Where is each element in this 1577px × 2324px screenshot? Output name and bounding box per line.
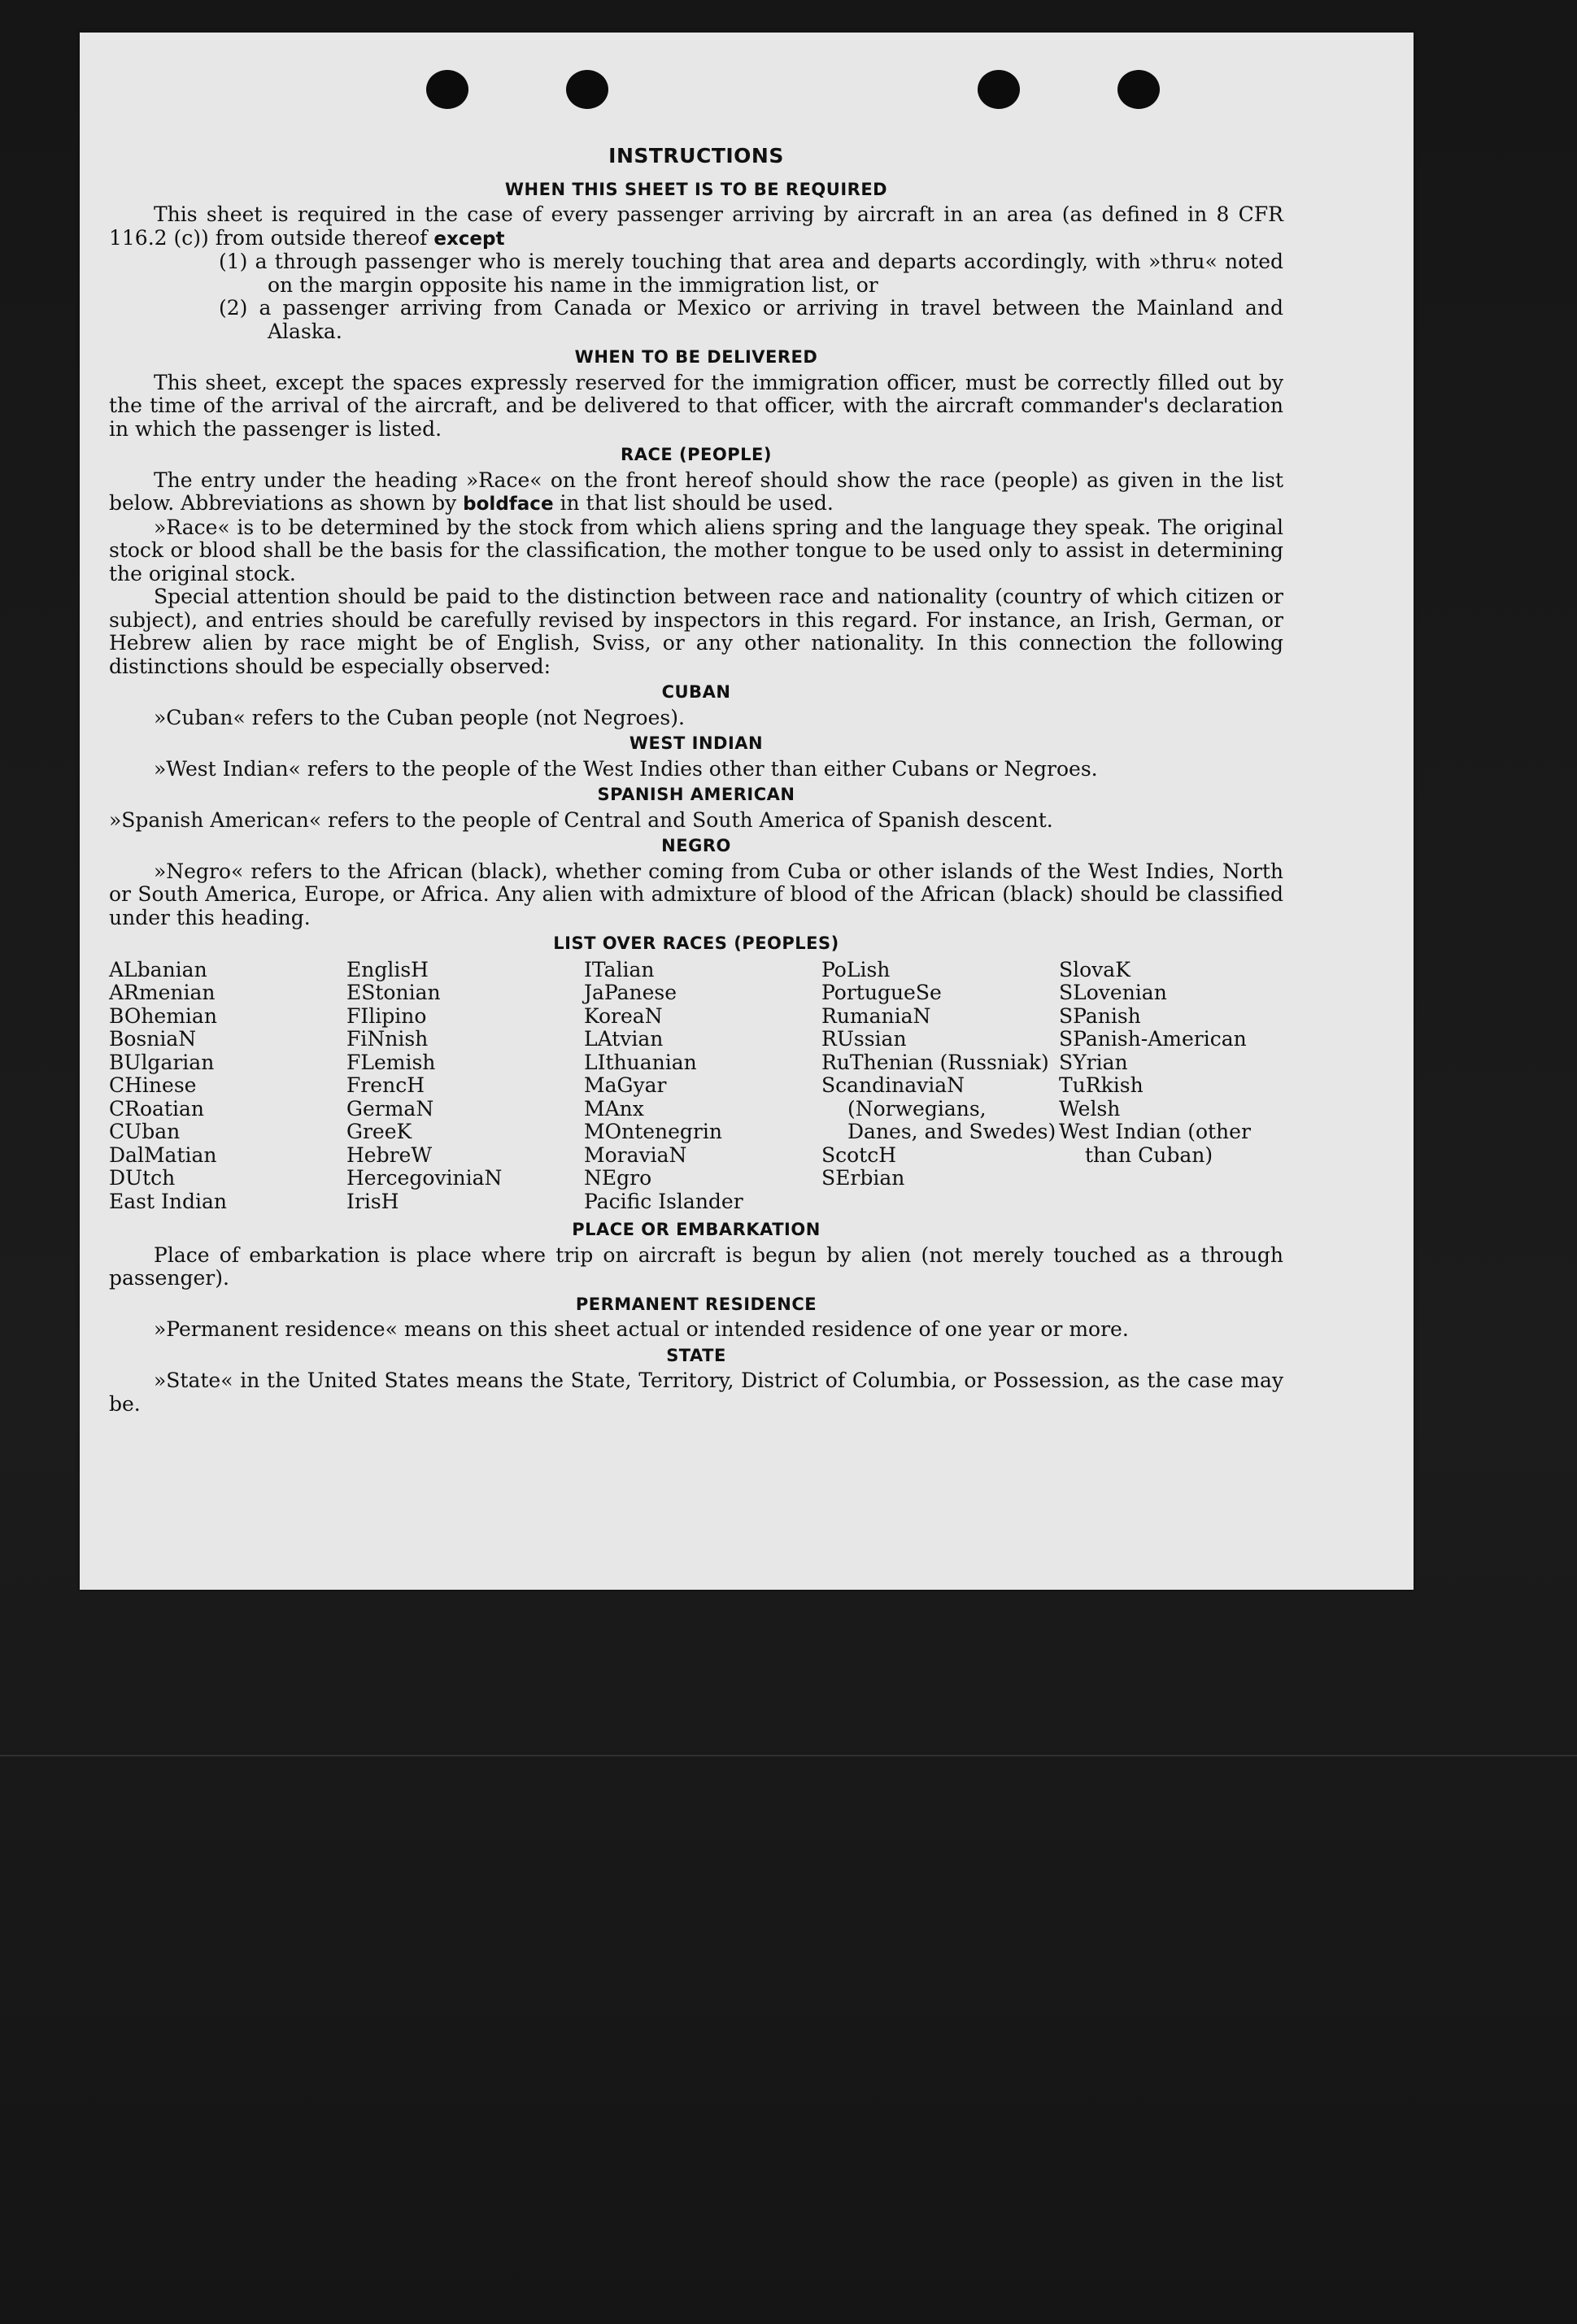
race-item: PortugueSe [821, 981, 942, 1004]
race-item: BUlgarian [109, 1050, 215, 1074]
race-item: TuRkish [1059, 1073, 1144, 1097]
race-item: SPanish-American [1059, 1027, 1247, 1051]
paragraph: This sheet, except the spaces expressly reserved for the immigration officer, must be correctly filled out by the time of the arrival of the aircraft, and be delivered to that officer, with the aircraft commander's declaration in which the passenger is listed. [109, 370, 1283, 441]
race-column [584, 959, 821, 1214]
race-item: JaPanese [584, 981, 677, 1004]
race-item: East Indian [109, 1189, 227, 1213]
punch-hole [426, 70, 468, 109]
race-item: MOntenegrin [584, 1120, 722, 1143]
punch-hole [1117, 70, 1160, 109]
race-item: FiNnish [346, 1027, 429, 1051]
paragraph: »Race« is to be determined by the stock from which aliens spring and the language they speak. The original stock or blood shall be the basis for the classification, the mother tongue to be used only to assist in determining the original stock. [109, 515, 1283, 585]
paragraph-text: The entry under the heading »Race« on the front hereof should show the race (people) as given in the list below. Abbreviations as shown by [109, 468, 1283, 515]
race-item: ITalian [584, 957, 655, 981]
race-item: CRoatian [109, 1096, 204, 1121]
section-heading: LIST OVER RACES (PEOPLES) [553, 934, 839, 953]
section-heading: WHEN TO BE DELIVERED [574, 347, 818, 367]
race-item: SErbian [821, 1166, 905, 1190]
race-item: FrencH [346, 1073, 425, 1097]
race-item: Pacific Islander [584, 1189, 743, 1213]
race-item: DUtch [109, 1166, 176, 1190]
race-item: EStonian [346, 981, 441, 1004]
race-item: ARmenian [109, 981, 216, 1004]
race-item: CUban [109, 1120, 181, 1143]
race-item: LIthuanian [584, 1050, 697, 1074]
race-item: SlovaK [1059, 957, 1130, 981]
list-item: (2) a passenger arriving from Canada or Mexico or arriving in travel between the Mainland and Alaska. [219, 296, 1283, 343]
bold-term: boldface [463, 494, 554, 515]
paragraph: »State« in the United States means the State, Territory, District of Columbia, or Possession, as the case may be. [109, 1369, 1283, 1416]
race-item: SYrian [1059, 1050, 1128, 1074]
race-item: ALbanian [109, 957, 207, 981]
race-column [109, 959, 346, 1214]
bold-term: except [433, 228, 505, 250]
paragraph-text: This sheet is required in the case of every passenger arriving by aircraft in an area (as defined in 8 CFR 116.2 (c)) from outside thereof [109, 202, 1283, 250]
list-item: (1) a through passenger who is merely touching that area and departs accordingly, with »thru« noted on the margin opposite his name in the immigration list, or [219, 250, 1283, 297]
paragraph: »West Indian« refers to the people of the West Indies other than either Cubans or Negroes. [154, 756, 1098, 781]
paragraph: »Spanish American« refers to the people of Central and South America of Spanish descent. [109, 807, 1053, 832]
paragraph: »Cuban« refers to the Cuban people (not Negroes). [154, 705, 685, 729]
race-item: Welsh [1059, 1096, 1121, 1121]
race-item: DalMatian [109, 1142, 217, 1167]
paragraph [109, 469, 1283, 516]
race-item: SPanish [1059, 1003, 1141, 1028]
race-item: PoLish [821, 957, 891, 981]
race-item: RUssian [821, 1027, 907, 1051]
race-item: HebreW [346, 1142, 433, 1167]
paragraph: »Permanent residence« means on this sheet actual or intended residence of one year or more. [154, 1317, 1129, 1341]
paragraph: »Negro« refers to the African (black), whether coming from Cuba or other islands of the West Indies, North or South America, Europe, or Africa. Any alien with admixture of blood of the African (black) should be classified under this heading. [109, 859, 1283, 929]
paragraph: Special attention should be paid to the distinction between race and nationality (country of which citizen or subject), and entries should be carefully revised by inspectors in this regard. For instance, an Irish, German, or Hebrew alien by race might be of English, Sviss, or any other nationality. In this connection the following distinctions should be especially observed: [109, 585, 1283, 678]
scan-artifact-line [0, 1755, 1577, 1756]
section-heading: STATE [666, 1345, 726, 1365]
race-item: FIlipino [346, 1003, 427, 1028]
punch-hole [978, 70, 1020, 109]
race-item: West Indian (other than Cuban) [1059, 1120, 1251, 1167]
race-list [109, 959, 1283, 1214]
race-item: CHinese [109, 1073, 197, 1097]
race-item: BOhemian [109, 1003, 217, 1028]
race-item: KoreaN [584, 1003, 663, 1028]
race-item: LAtvian [584, 1027, 664, 1051]
race-item: GermaN [346, 1096, 434, 1121]
race-item: FLemish [346, 1050, 436, 1074]
race-column [821, 959, 1059, 1214]
race-item: EnglisH [346, 957, 429, 981]
instruction-sheet [80, 33, 1414, 1590]
paragraph [109, 203, 1283, 250]
race-item: HercegoviniaN [346, 1166, 503, 1190]
section-heading: PERMANENT RESIDENCE [575, 1294, 817, 1314]
section-heading: NEGRO [661, 836, 731, 855]
instructions-body [109, 145, 1283, 1416]
section-heading: SPANISH AMERICAN [597, 785, 795, 804]
race-item: IrisH [346, 1189, 399, 1213]
race-item: GreeK [346, 1120, 412, 1143]
paragraph: Place of embarkation is place where trip on aircraft is begun by alien (not merely touched as a through passenger). [109, 1243, 1283, 1290]
race-item: SLovenian [1059, 981, 1167, 1004]
race-item: MoraviaN [584, 1142, 687, 1167]
race-item: ScandinaviaN (Norwegians, Danes, and Swedes) [821, 1073, 1056, 1143]
race-item: NEgro [584, 1166, 652, 1190]
race-item: ScotcH [821, 1142, 897, 1167]
section-heading: WEST INDIAN [629, 733, 764, 753]
race-item: MaGyar [584, 1073, 667, 1097]
race-item: RumaniaN [821, 1003, 931, 1028]
race-column [346, 959, 584, 1214]
race-item: MAnx [584, 1096, 644, 1121]
race-item: RuThenian (Russniak) [821, 1050, 1049, 1074]
section-heading: WHEN THIS SHEET IS TO BE REQUIRED [504, 179, 888, 199]
paragraph-text: in that list should be used. [560, 491, 834, 515]
section-heading: PLACE OR EMBARKATION [572, 1220, 821, 1239]
race-column [1059, 959, 1283, 1214]
race-item: BosniaN [109, 1027, 197, 1051]
section-heading: RACE (PEOPLE) [621, 445, 772, 464]
punch-hole [566, 70, 608, 109]
section-heading: CUBAN [661, 682, 731, 702]
page-title: INSTRUCTIONS [608, 144, 784, 168]
